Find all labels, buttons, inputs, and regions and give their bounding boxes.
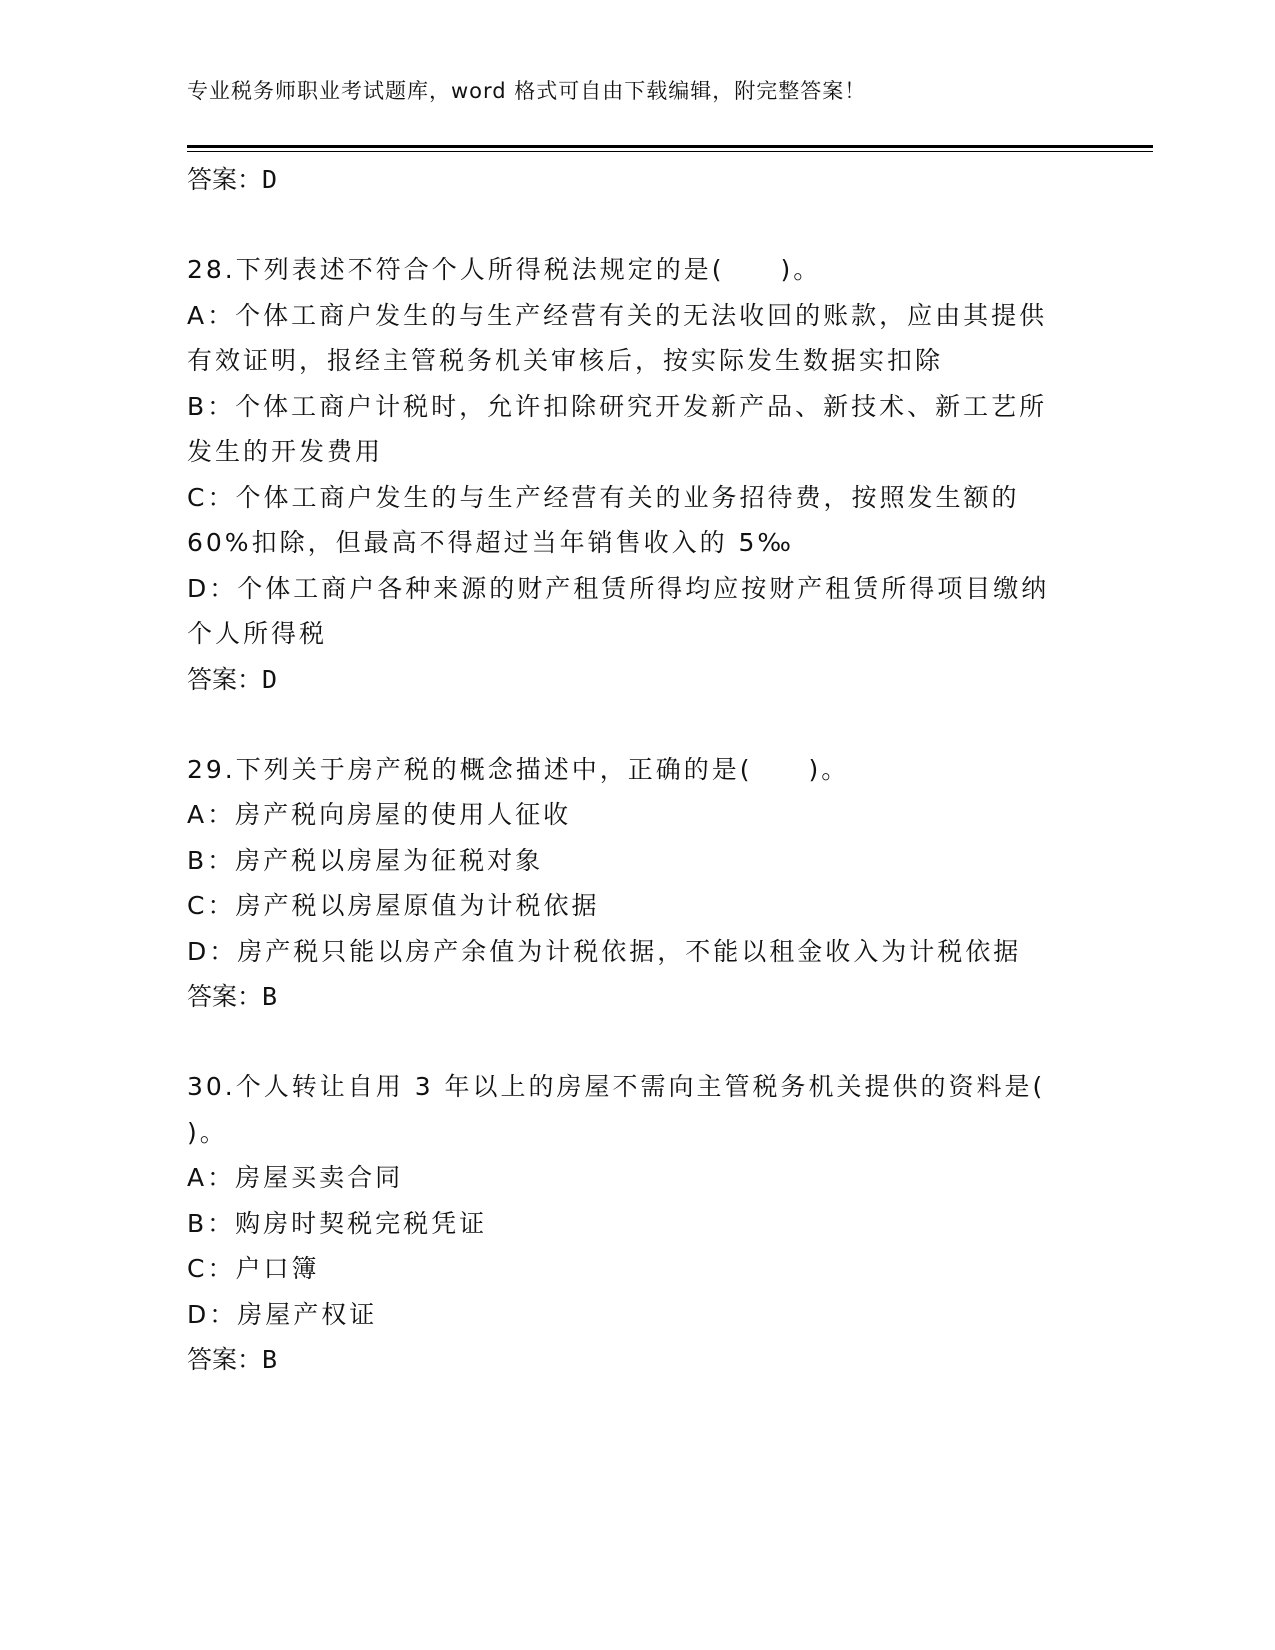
option-a: A：个体工商户发生的与生产经营有关的无法收回的账款，应由其提供: [187, 300, 1048, 330]
option-d-continued: 个人所得税: [187, 619, 328, 648]
option-d: D：个体工商户各种来源的财产租赁所得均应按财产租赁所得项目缴纳: [187, 573, 1050, 603]
option-b-continued: 发生的开发费用: [187, 437, 384, 466]
header-rule-thin: [187, 151, 1153, 152]
document-body: [187, 157, 1087, 1383]
option-c-continued: 60%扣除，但最高不得超过当年销售收入的 5‰: [187, 528, 794, 557]
page-header: 专业税务师职业考试题库，word 格式可自由下载编辑，附完整答案！: [187, 79, 867, 103]
question-block: [187, 747, 1087, 1021]
option-c: C：房产税以房屋原值为计税依据: [187, 891, 600, 920]
question-stem: 29.下列关于房产税的概念描述中，正确的是( )。: [187, 754, 850, 784]
question-stem: 28.下列表述不符合个人所得税法规定的是( )。: [187, 255, 822, 284]
answer-line: 答案：D: [187, 165, 278, 194]
question-block: [187, 1064, 1087, 1383]
answer-line: 答案：B: [187, 1345, 278, 1374]
header-rule: [187, 145, 1153, 148]
option-c: C：户口簿: [187, 1254, 320, 1283]
option-b: B：个体工商户计税时，允许扣除研究开发新产品、新技术、新工艺所: [187, 391, 1048, 421]
answer-line: 答案：D: [187, 664, 278, 694]
option-c: C：个体工商户发生的与生产经营有关的业务招待费，按照发生额的: [187, 482, 1020, 512]
question-stem: 30.个人转让自用 3 年以上的房屋不需向主管税务机关提供的资料是(: [187, 1072, 1046, 1101]
option-d: D：房产税只能以房产余值为计税依据，不能以租金收入为计税依据: [187, 936, 1022, 966]
spacer: [187, 703, 1087, 747]
option-a: A：房屋买卖合同: [187, 1163, 404, 1192]
spacer: [187, 1020, 1087, 1064]
option-b: B：购房时契税完税凭证: [187, 1208, 488, 1238]
option-a: A：房产税向房屋的使用人征收: [187, 800, 572, 829]
question-stem-continued: )。: [187, 1117, 228, 1147]
option-a-continued: 有效证明，报经主管税务机关审核后，按实际发生数据实扣除: [187, 346, 944, 375]
spacer: [187, 203, 1087, 247]
answer-line: 答案：B: [187, 982, 278, 1011]
option-d: D：房屋产权证: [187, 1299, 378, 1329]
option-b: B：房产税以房屋为征税对象: [187, 845, 544, 875]
question-block: [187, 247, 1087, 703]
